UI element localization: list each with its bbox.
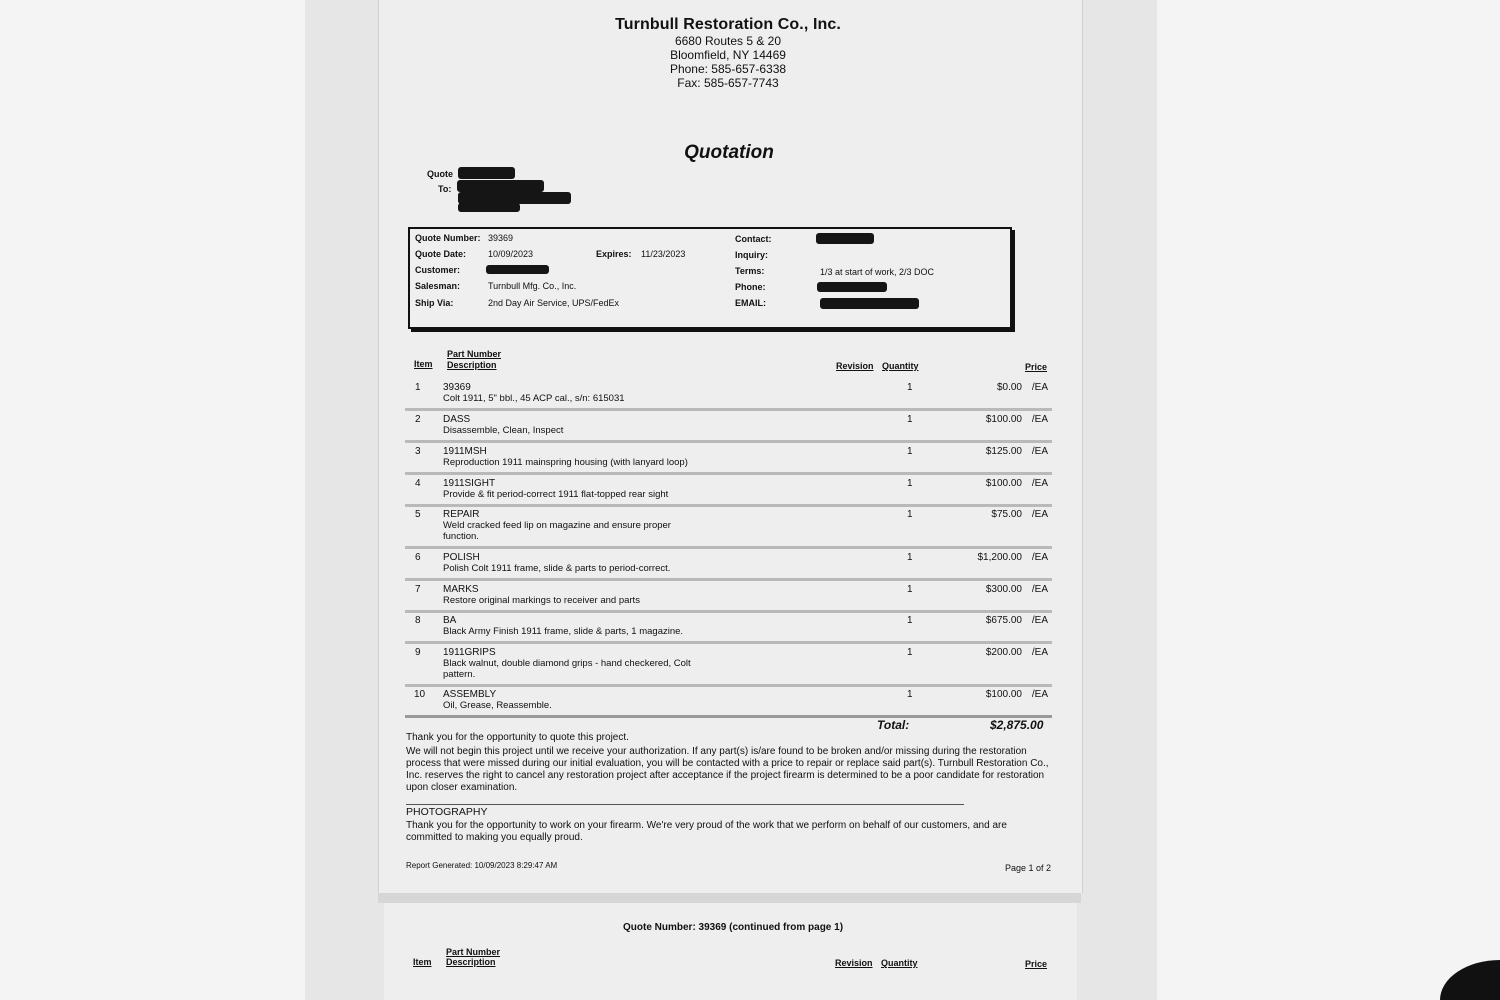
item-description: Black Army Finish 1911 frame, slide & parts, 1 magazine. (443, 626, 684, 637)
item-unit: /EA (1031, 584, 1048, 595)
salesman-value: Turnbull Mfg. Co., Inc. (488, 281, 577, 291)
item-quantity: 1 (907, 382, 913, 393)
table-row (405, 509, 1052, 546)
item-price: $300.00 (985, 584, 1022, 595)
contact-label: Contact: (735, 234, 772, 244)
table-row (405, 552, 1052, 578)
item-description: Provide & fit period-correct 1911 flat-topped rear sight (443, 489, 669, 500)
item-quantity: 1 (907, 446, 913, 457)
document-title: Quotation (684, 142, 774, 163)
quote-date-label: Quote Date: (415, 249, 467, 259)
column-header-revision: Revision (836, 361, 874, 371)
row-divider (405, 578, 1052, 581)
column-header-item: Item (414, 359, 433, 369)
item-unit: /EA (1031, 509, 1048, 520)
redaction-mark (820, 298, 919, 309)
row-divider (405, 641, 1052, 644)
total-value: $2,875.00 (990, 718, 1044, 732)
company-address-line-1: 6680 Routes 5 & 20 (674, 34, 782, 48)
row-divider (405, 472, 1052, 475)
item-number: 1 (415, 382, 421, 393)
item-unit: /EA (1031, 552, 1048, 563)
item-unit: /EA (1031, 647, 1048, 658)
row-divider (405, 504, 1052, 507)
part-number: 1911GRIPS (443, 647, 496, 658)
item-number: 5 (415, 509, 421, 520)
row-divider (405, 715, 1052, 718)
item-quantity: 1 (907, 584, 913, 595)
item-unit: /EA (1031, 446, 1048, 457)
item-description: Reproduction 1911 mainspring housing (with lanyard loop) (443, 457, 688, 468)
page2-column-header-quantity: Quantity (881, 958, 918, 968)
row-divider (405, 408, 1052, 411)
corner-shadow (1440, 960, 1500, 1000)
table-row (405, 689, 1052, 715)
item-price: $0.00 (996, 382, 1022, 393)
table-row (405, 414, 1052, 440)
item-quantity: 1 (907, 478, 913, 489)
item-number: 9 (415, 647, 421, 658)
part-number: 39369 (443, 382, 471, 393)
company-fax: Fax: 585-657-7743 (677, 76, 779, 90)
item-unit: /EA (1031, 478, 1048, 489)
item-description: Black walnut, double diamond grips - hand checkered, Colt pattern. (443, 658, 691, 680)
item-unit: /EA (1031, 689, 1048, 700)
redaction-mark (816, 233, 874, 244)
expires-value: 11/23/2023 (641, 249, 686, 259)
item-price: $1,200.00 (977, 552, 1022, 563)
table-row (405, 478, 1052, 504)
item-number: 2 (415, 414, 421, 425)
item-price: $125.00 (985, 446, 1022, 457)
table-row (405, 647, 1052, 684)
row-divider (405, 610, 1052, 613)
photography-paragraph: Thank you for the opportunity to work on your firearm. We're very proud of the work that we perform on behalf of our customers, and are committed to making you equally proud. (406, 820, 1007, 843)
quote-number-label: Quote Number: (415, 233, 481, 243)
part-number: REPAIR (443, 509, 480, 520)
table-row (405, 382, 1052, 408)
part-number: MARKS (443, 584, 479, 595)
item-quantity: 1 (907, 552, 913, 563)
page-separator (378, 893, 1081, 903)
item-unit: /EA (1031, 414, 1048, 425)
redaction-mark (817, 282, 887, 292)
quote-to-label-1: Quote (427, 169, 453, 179)
item-price: $75.00 (991, 509, 1022, 520)
part-number: BA (443, 615, 457, 626)
page-number: Page 1 of 2 (1005, 863, 1052, 873)
quote-to-label-2: To: (438, 184, 452, 194)
customer-label: Customer: (415, 265, 461, 275)
column-header-price: Price (1025, 362, 1048, 372)
item-number: 8 (415, 615, 421, 626)
inquiry-label: Inquiry: (735, 250, 768, 260)
item-number: 4 (415, 478, 421, 489)
redaction-mark (458, 203, 520, 212)
continued-title: Quote Number: 39369 (continued from page 1) (623, 922, 844, 933)
redaction-mark (458, 167, 515, 179)
terms-value: 1/3 at start of work, 2/3 DOC (820, 267, 935, 277)
item-price: $675.00 (985, 615, 1022, 626)
item-quantity: 1 (907, 689, 913, 700)
item-number: 7 (415, 584, 421, 595)
item-price: $200.00 (985, 647, 1022, 658)
item-number: 3 (415, 446, 421, 457)
phone-label: Phone: (735, 282, 766, 292)
table-row (405, 584, 1052, 610)
item-unit: /EA (1031, 615, 1048, 626)
item-description: Weld cracked feed lip on magazine and ensure proper function. (443, 520, 671, 542)
ship-via-value: 2nd Day Air Service, UPS/FedEx (488, 298, 620, 308)
table-row (405, 446, 1052, 472)
part-number: POLISH (443, 552, 480, 563)
terms-paragraph: We will not begin this project until we receive your authorization. If any part(s) is/are found to be broken and/or missing during the restoration process that were missed during our initial evaluation, you will be contacted with a price to repair or replace said part(s). Turnbull Restoration Co., Inc. reserves the right to cancel any restoration project after acceptance if the project firearm is determined to be a poor candidate for restoration upon closer examination. (406, 746, 1049, 793)
part-number: 1911MSH (443, 446, 487, 457)
item-description: Colt 1911, 5" bbl., 45 ACP cal., s/n: 615031 (443, 393, 625, 404)
terms-label: Terms: (735, 266, 765, 276)
item-quantity: 1 (907, 615, 913, 626)
company-address-line-2: Bloomfield, NY 14469 (670, 48, 786, 62)
column-header-description: Description (447, 360, 497, 370)
item-description: Restore original markings to receiver and parts (443, 595, 640, 606)
total-label: Total: (877, 718, 910, 732)
quote-date-value: 10/09/2023 (488, 249, 534, 259)
item-unit: /EA (1031, 382, 1048, 393)
row-divider (405, 684, 1052, 687)
item-description: Polish Colt 1911 frame, slide & parts to period-correct. (443, 563, 671, 574)
column-header-quantity: Quantity (882, 361, 919, 371)
redaction-mark (486, 265, 549, 274)
quote-number-value: 39369 (488, 233, 514, 243)
expires-label: Expires: (596, 249, 632, 259)
row-divider (405, 546, 1052, 549)
section-divider (406, 804, 964, 805)
item-price: $100.00 (985, 414, 1022, 425)
item-number: 6 (415, 552, 421, 563)
column-header-part-number: Part Number (447, 349, 502, 359)
company-phone: Phone: 585-657-6338 (669, 62, 787, 76)
item-description: Disassemble, Clean, Inspect (443, 425, 564, 436)
page2-column-header-part-number: Part Number (446, 947, 501, 957)
part-number: 1911SIGHT (443, 478, 496, 489)
report-generated: Report Generated: 10/09/2023 8:29:47 AM (406, 861, 558, 870)
email-label: EMAIL: (735, 298, 766, 308)
company-header (580, 16, 876, 90)
quote-info-box (408, 227, 1012, 329)
item-quantity: 1 (907, 647, 913, 658)
item-price: $100.00 (985, 478, 1022, 489)
page2-column-header-revision: Revision (835, 958, 873, 968)
thanks-text: Thank you for the opportunity to quote this project. (406, 732, 629, 743)
row-divider (405, 440, 1052, 443)
table-row (405, 615, 1052, 641)
item-quantity: 1 (907, 414, 913, 425)
photography-heading: PHOTOGRAPHY (406, 806, 488, 818)
ship-via-label: Ship Via: (415, 298, 454, 308)
company-name: Turnbull Restoration Co., Inc. (615, 16, 841, 33)
redaction-mark (457, 180, 544, 192)
salesman-label: Salesman: (415, 281, 461, 291)
item-number: 10 (414, 689, 426, 700)
item-description: Oil, Grease, Reassemble. (443, 700, 552, 711)
page2-column-header-description: Description (446, 957, 496, 967)
page2-column-header-item: Item (413, 957, 432, 967)
part-number: DASS (443, 414, 471, 425)
item-quantity: 1 (907, 509, 913, 520)
item-price: $100.00 (985, 689, 1022, 700)
page2-column-header-price: Price (1025, 959, 1048, 969)
part-number: ASSEMBLY (443, 689, 497, 700)
